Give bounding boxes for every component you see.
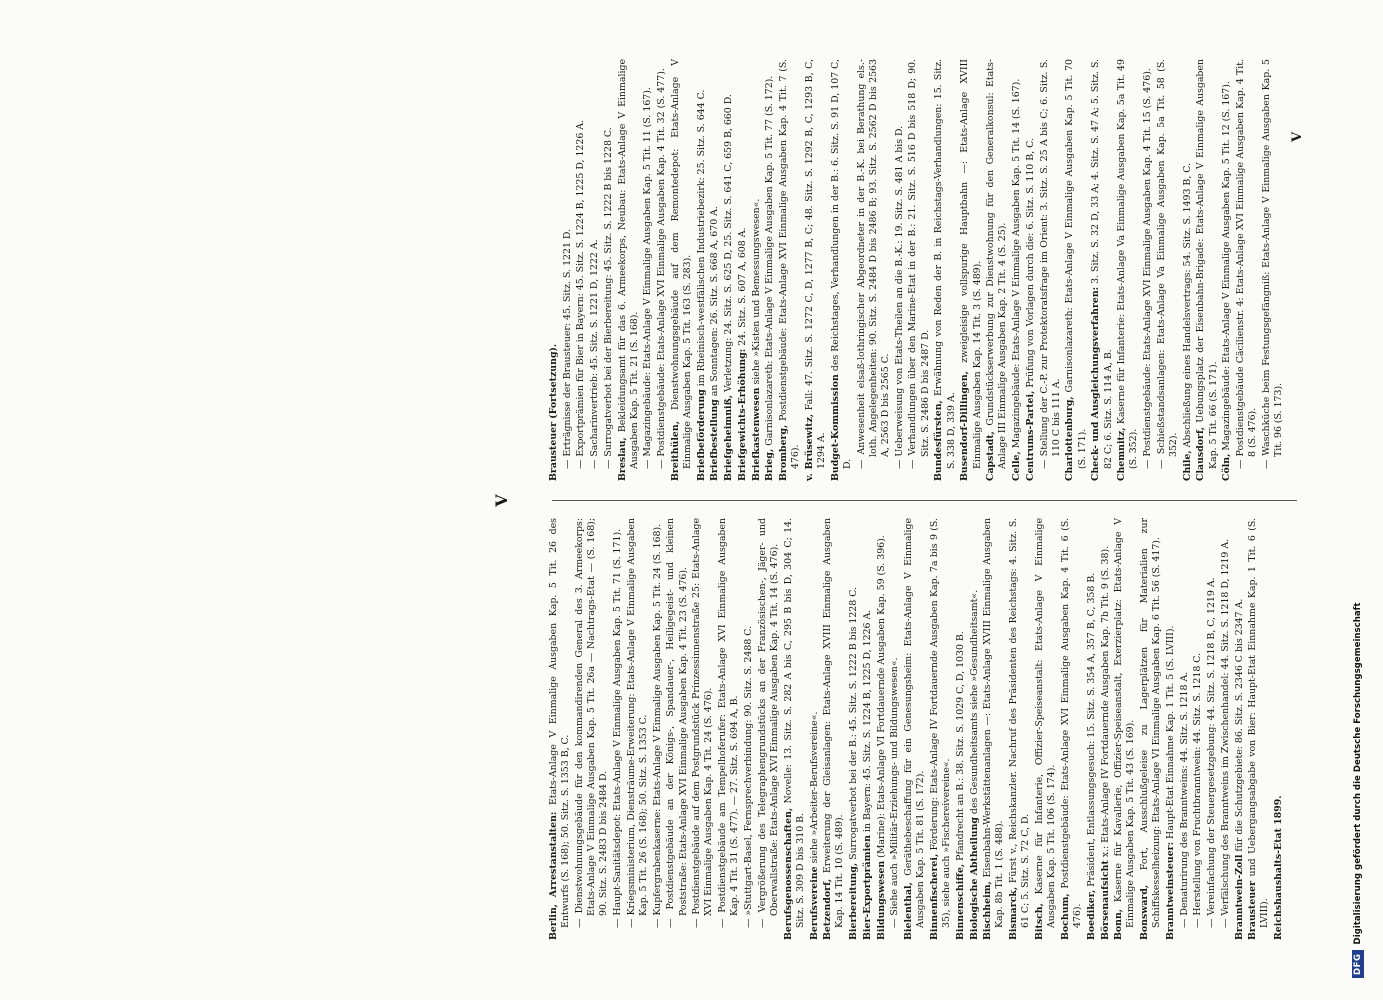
entry-keyword: Bielenthal, (902, 882, 914, 940)
left-column (548, 518, 1287, 940)
entry-text: Uebungsplatz der Eisenbahn-Brigade: Etats-Anlage V Einmalige Ausgaben Kap. 5 Tit. 66 (S. 171). (1195, 58, 1219, 469)
entry-keyword: Brausteuer (1247, 880, 1259, 940)
index-entry (691, 518, 715, 940)
entry-text: Garnisonlazareth: Etats-Anlage V Einmalige Ausgaben Kap. 5 Tit. 70 (S. 171). (1064, 59, 1088, 469)
index-entry (955, 518, 967, 940)
entry-dash: — (893, 456, 905, 469)
entry-keyword: Briefbeförderung (695, 389, 707, 481)
index-entry (982, 518, 1006, 940)
index-entry (1086, 518, 1098, 940)
index-entry (626, 518, 650, 940)
index-entry (1064, 59, 1088, 481)
entry-text: Vereinfachung der Steuergesetzgebung: 44. Sitz. S. 1218 B, C, 1219 A. (1206, 577, 1218, 916)
index-entry (617, 59, 641, 481)
index-entry (783, 518, 807, 940)
entry-text: Kaserne für Infanterie: Etats-Anlage Va Einmalige Ausgaben Kap. 5a Tit. 49 (S. 352). (1116, 59, 1140, 469)
entry-keyword: Bier-Exportprämien (861, 835, 873, 940)
entry-text: Präsident, Entlassungsgesuch: 15. Sitz. S. 354 A, 357 B, C, 358 B. (1085, 572, 1097, 887)
entry-text: Denaturirung des Branntweins: 44. Sitz. S. 1218 A. (1178, 671, 1190, 916)
index-entry (1116, 59, 1140, 481)
entry-dash: — (573, 913, 585, 928)
index-entry (696, 59, 708, 481)
entry-text: Sacharinvertrieb: 45. Sitz. S. 1221 D, 1222 A. (589, 239, 601, 457)
index-entry (830, 59, 854, 481)
entry-text: Prüfung von Vorlagen durch die: 6. Sitz. S. 110 B, C. (1024, 138, 1036, 388)
entry-text: Herstellung von Fruchtbranntwein: 44. Sitz. S. 1218 C. (1192, 652, 1204, 916)
entry-text: Kaserne für Kavallerie, Offizier-Speiseanstalt, Exerzierplatz: Etats-Anlage V Einmalige Ausgaben Kap. 5 Tit. 43 (S. 169). (1113, 517, 1137, 928)
index-entry (985, 59, 1009, 481)
entry-keyword: Chile, (1181, 450, 1193, 481)
index-entry (1034, 518, 1058, 940)
index-entry (778, 59, 802, 481)
entry-text: Anwesenheit elsaß-lothringischer Abgeordneter in der B.-K. bei Berathung els.-loth. Angelegenheiten: 90. Sitz. S. 2484 D bis 2486 B; 93. Sitz. S. 2562 D bis 2563 A, 2563 D bis 2565 C. (855, 59, 892, 457)
entry-text: Erträgnisse der Brausteuer: 45. Sitz. S. 1221 D. (561, 228, 573, 457)
entry-dash: — (756, 912, 768, 928)
right-column (548, 59, 1287, 481)
entry-dash: — (1235, 456, 1247, 469)
entry-keyword: Reichshaushalts-Etat 1899. (1273, 795, 1285, 940)
entry-text: 3. Sitz. S. 32 D, 33 A; 4. Sitz. S. 47 A; 5. Sitz. S. 82 C; 6. Sitz. S. 114 A, B. (1090, 58, 1114, 469)
index-entry (1139, 518, 1163, 940)
entry-text: Pfandrecht an B.: 38. Sitz. S. 1029 C, D, 1030 B. (954, 631, 966, 861)
index-entry (903, 518, 927, 940)
index-entry (548, 518, 572, 940)
index-entry (1220, 518, 1232, 940)
entry-dash: — (561, 456, 573, 469)
entry-text: Fall: 47. Sitz. S. 1272 C, D, 1277 B, C; 48. Sitz. S. 1292 B, C, 1293 B, C, 1294 A. (803, 59, 828, 469)
entry-keyword: Bochum, (1059, 893, 1071, 940)
entry-text: Fürst v., Reichskanzler. Nachruf des Präsidenten des Reichstags: 4. Sitz. S. 61 C; 5. Sitz. S. 72 C, D. (1008, 518, 1032, 928)
entry-dash: — (1038, 456, 1050, 469)
entry-text: Dienstwohnungsgebäude auf dem Remontedepot: Etats-Anlage V Einmalige Ausgaben Kap. 5 Tit. 163 (S. 283). (669, 59, 694, 469)
entry-keyword: Breslau, (616, 437, 628, 481)
entry-dash: — (1206, 915, 1218, 928)
entry-text: Magazingebäude: Etats-Anlage V Einmalige Ausgaben Kap. 5 Tit. 11 (S. 167). (642, 87, 654, 457)
entry-keyword: Cöln, (1221, 453, 1233, 481)
index-entry (1060, 518, 1084, 940)
entry-text: Haupt-Sanitätsdepot: Etats-Anlage V Einmalige Ausgaben Kap. 5 Tit. 71 (S. 171). (612, 528, 624, 916)
entry-text: Verfälschung des Branntweins im Zwischenhandel: 44. Sitz. S. 1218 D, 1219 A. (1219, 538, 1231, 916)
entry-text: siehe »Arbeiter-Berufsvereine«. (808, 711, 820, 864)
entry-dash: — (1155, 454, 1167, 469)
entry-text: 24. Sitz. S. 607 A, 608 A. (736, 227, 748, 346)
entry-text: Fort, Ausschlußgeleise zu Lagerplätzen für Materialien zur Schiffskesselheizung: Etats-Anlage VI Einmalige Ausgaben Kap. 6 Tit. 56 (S. 417). (1139, 517, 1163, 928)
entry-keyword: v. Brüsewitz, (803, 413, 815, 481)
index-entry (876, 518, 888, 940)
index-entry (652, 518, 664, 940)
index-entry (929, 518, 953, 940)
entry-text: »Stuttgart-Basel, Fernsprechverbindung: 90. Sitz. S. 2488 C. (743, 625, 755, 916)
entry-text: Siehe auch »Militär-Erziehungs- und Bildungswesen«. (889, 657, 901, 916)
entry-keyword: Breithülen, (669, 421, 681, 481)
index-entry (1156, 59, 1180, 481)
index-entry (1008, 518, 1032, 940)
entry-text: Verletzung: 24. Sitz. S. 625 D, 25. Sitz. S. 641 C, 659 B, 660 D. (723, 94, 735, 393)
index-entry (1165, 518, 1177, 940)
entry-dash: — (855, 454, 867, 469)
entry-keyword: Bonn, (1113, 908, 1125, 940)
entry-keyword: Celle, (1011, 451, 1023, 481)
entry-text: Verhandlungen über den Marine-Etat in der B.: 21. Sitz. S. 516 D bis 518 D; 90. Sitz. S. 2486 D bis 2487 D. (907, 59, 931, 457)
index-entry (933, 59, 957, 481)
entry-dash: — (1219, 915, 1231, 928)
entry-text: Etats-Anlage V Einmalige Ausgaben Kap. 5 Tit. 26 des Entwurfs (S. 168); 50. Sitz. S. 1353 B, C. (548, 518, 572, 928)
entry-text: und Uebergangsabgabe von Bier: Haupt-Etat Einnahme Kap. 1 Tit. 6 (S. LVIII). (1247, 518, 1271, 928)
entry-keyword: Bitsch, (1034, 903, 1046, 940)
entry-keyword: Bonsward, (1139, 884, 1151, 940)
entry-dash: — (665, 909, 677, 928)
entry-dash: — (656, 456, 668, 469)
entry-text: Bekleidungsamt für das 6. Armeekorps, Neubau: Etats-Anlage V Einmalige Ausgaben Kap. 5 Tit. 21 (S. 168). (616, 59, 640, 469)
entry-dash: — (602, 456, 614, 469)
entry-keyword: Branntweinsteuer: (1165, 841, 1177, 940)
entry-text: Erweiterung der Gleisanlagen: Etats-Anlage XVIII Einmalige Ausgaben Kap. 14 Tit. 10 (S. 489). (822, 517, 846, 928)
dfg-logo: DFG (1352, 950, 1364, 978)
index-entry (757, 518, 781, 940)
entry-keyword: Briefgewichts-Erhöhung: (736, 348, 748, 481)
entry-text: für die Schutzgebiete: 86. Sitz. S. 2346 C bis 2347 A. (1233, 598, 1245, 852)
entry-dash: — (612, 915, 624, 928)
catchword: V (1290, 131, 1305, 142)
entry-dash: — (642, 456, 654, 469)
entry-dash: — (889, 915, 901, 928)
entry-text: Novelle: 13. Sitz. S. 282 A bis C, 295 B bis D, 304 C; 14. Sitz. S. 309 D bis 310 B. (782, 518, 806, 928)
entry-text: Vergrößerung des Telegraphengrundstücks an der Französischen-, Jäger- und Oberwallstraße: Etats-Anlage XVI Einmalige Ausgaben Kap. 4 Tit. 14 (S. 476). (756, 518, 780, 916)
index-entry (709, 59, 721, 481)
entry-text: Exportprämien für Bier in Bayern: 45. Sitz. S. 1224 B, 1225 D, 1226 A. (575, 119, 587, 457)
entry-keyword: Brausteuer (Fortsetzung). (548, 343, 559, 481)
index-entry (959, 59, 983, 481)
entry-text: Haupt-Etat Einnahme Kap. 1 Tit. 5 (S. LVIII). (1165, 625, 1177, 839)
entry-keyword: Bischheim, (982, 881, 994, 940)
index-entry (764, 59, 776, 481)
entry-keyword: Boediker, (1085, 889, 1097, 940)
entry-keyword: Capstadt, (985, 431, 997, 481)
column-divider (552, 500, 1297, 501)
entry-text: Postdienstgebäude an der Königs-, Spandauer-, Heiligegeist- und kleinen Poststraße: Etats-Anlage XVI Einmalige Ausgaben Kap. 4 Tit. 23 (S. 476). (665, 518, 689, 916)
entry-dash: — (691, 914, 703, 928)
index-entry (1025, 59, 1037, 481)
index-entry (723, 59, 735, 481)
index-entry (1273, 518, 1285, 940)
entry-text: Postdienstgebäude: Etats-Anlage XVI Einmalige Ausgaben Kap. 4 Tit. 32 (S. 477). (656, 68, 668, 457)
index-entry (1234, 518, 1246, 940)
index-entry (889, 518, 901, 940)
index-entry (1090, 59, 1114, 481)
index-entry (856, 59, 893, 481)
entry-keyword: Briefgeheimniß, (723, 395, 735, 481)
entry-keyword: Bismarck, (1008, 886, 1020, 940)
entry-text: Postdienstgebäude auf dem Postgrundstück Prinzessinnenstraße 25: Etats-Anlage XVI Einmalige Ausgaben Kap. 4 Tit. 24 (S. 476). (691, 518, 715, 916)
index-entry (548, 59, 560, 481)
entry-dash: — (651, 915, 663, 928)
entry-keyword: Bierbereitung, (848, 862, 860, 940)
entry-keyword: Branntwein-Zoll (1233, 854, 1245, 940)
entry-text: Schießstandsanlagen: Etats-Anlage Va Einmalige Ausgaben Kap. 5a Tit. 58 (S. 352). (1155, 59, 1180, 457)
entry-dash: — (1178, 915, 1190, 928)
index-entry (717, 518, 741, 940)
entry-text: Waschküche beim Festungsgefängniß: Etats-Anlage V Einmalige Ausgaben Kap. 5 Tit. 96 (S. 173). (1260, 59, 1285, 457)
entry-text: Surrogatverbot bei der Bierbereitung: 45. Sitz. S. 1222 B bis 1228 C. (602, 127, 614, 457)
entry-keyword: Bildungswesen (875, 860, 887, 940)
index-entry (1011, 59, 1023, 481)
index-entry (907, 59, 931, 481)
index-entry (1192, 518, 1204, 940)
entry-dash: — (1192, 915, 1204, 928)
entry-dash: — (625, 915, 637, 928)
entry-keyword: Check- und Ausgleichungsverfahren: (1090, 286, 1102, 481)
entry-keyword: Bundesfürsten, (933, 400, 945, 481)
credit-text: Digitalisierung gefördert durch die Deutsche Forschungsgemeinschaft (1353, 602, 1363, 945)
entry-keyword: Briefbestellung (709, 399, 721, 481)
page-letter-heading: V (492, 493, 511, 507)
entry-keyword: Chemnitz, (1116, 427, 1128, 481)
entry-keyword: Biologische Abtheilung (968, 817, 980, 940)
entry-text: des Gesundheitsamts siehe »Gesundheitsamt«. (968, 589, 980, 815)
index-entry (603, 59, 615, 481)
index-entry (1247, 518, 1271, 940)
entry-text: an Sonntagen: 26. Sitz. S. 668 A, 670 A. (709, 206, 721, 397)
index-entry (737, 59, 749, 481)
index-entry (743, 518, 755, 940)
index-entry (751, 59, 763, 481)
entry-keyword: Budget-Kommission (829, 374, 841, 481)
entry-text: Kupfergrabenkaserne: Etats-Anlage V Einmalige Ausgaben Kap. 5 Tit. 24 (S. 168). (651, 523, 663, 916)
entry-text: Geräthebeschaffung für ein Genesungsheim: Etats-Anlage V Einmalige Ausgaben Kap. 5 Tit. 81 (S. 172). (902, 518, 927, 928)
entry-text: in Bayern: 45. Sitz. S. 1224 B, 1225 D, 1226 A. (861, 609, 873, 833)
entry-dash: — (1142, 456, 1154, 469)
index-entry (822, 518, 846, 940)
entry-keyword: Berufsvereine (808, 866, 820, 940)
entry-keyword: Brieg, (764, 448, 776, 481)
index-entry (1261, 59, 1285, 481)
index-entry (894, 59, 906, 481)
index-entry (862, 518, 874, 940)
index-entry (575, 59, 587, 481)
index-entry (1221, 59, 1233, 481)
index-entry (642, 59, 654, 481)
index-entry (562, 59, 574, 481)
index-entry (1142, 59, 1154, 481)
index-entry (574, 518, 611, 940)
entry-keyword: Briefkastenwesen (750, 387, 762, 481)
index-entry (612, 518, 624, 940)
index-entry (1179, 518, 1191, 940)
entry-keyword: Binnenfischerei, (928, 853, 940, 940)
entry-text: Eisenbahn-Werkstättenanlagen —: Etats-Anlage XVIII Einmalige Ausgaben Kap. 8b Tit. 1 (S. 488). (982, 518, 1006, 928)
index-entry (670, 59, 694, 481)
entry-keyword: Clausdorf, (1195, 426, 1207, 481)
index-entry (1113, 518, 1137, 940)
entry-text: des Reichstages, Verhandlungen in der B.: 6. Sitz. S. 91 D, 107 C, D. (829, 59, 853, 469)
index-entry (1039, 59, 1063, 481)
entry-text: Magazingebäude: Etats-Anlage V Einmalige Ausgaben Kap. 5 Tit. 14 (S. 167). (1011, 78, 1023, 449)
entry-text: Postdienstgebäude am Tempelhoferufer: Etats-Anlage XVI Einmalige Ausgaben Kap. 4 Tit. 31 (S. 477). — 27. Sitz. S. 694 A, B. (717, 517, 741, 916)
entry-text: x.: Etats-Anlage IV Fortdauernde Ausgaben Kap. 7b Tit. 9 (S. 38). (1099, 545, 1111, 858)
entry-text: Stellung der C.-P. zur Protektoratsfrage im Orient: 3. Sitz. S. 25 A bis C; 6. Sitz. S. 110 C bis 111 A. (1038, 59, 1062, 457)
index-entry (1182, 59, 1194, 481)
index-entry (848, 518, 860, 940)
entry-keyword: Börsenaufsicht (1099, 860, 1111, 940)
entry-keyword: Centrums-Partei, (1024, 390, 1036, 481)
entry-text: Surrogatverbot bei der B.: 45. Sitz. S. 1222 B bis 1228 C. (848, 586, 860, 860)
index-entry (1195, 59, 1219, 481)
index-entry (665, 518, 689, 940)
entry-keyword: Berufsgenossenschaften, (782, 807, 794, 940)
entry-keyword: Charlottenburg, (1064, 396, 1076, 481)
entry-text: Kriegsministerium, Diensträume-Erweiterung: Etats-Anlage V Einmalige Ausgaben Kap. 5 Tit. 26 (S. 168); 50. Sitz. S. 1353 C. (625, 518, 649, 916)
entry-keyword: Berlin, Arrestanstalten: (548, 811, 559, 940)
entry-text: Grundstückserwerbung zur Dienstwohnung für den Generalkonsul: Etats-Anlage III Einmalige Ausgaben Kap. 2 Tit. 4 (S. 25). (985, 59, 1009, 469)
entry-text: Erwähnung von Reden der B. in Reichstags-Verhandlungen: 15. Sitz. S. 338 D, 339 A. (933, 59, 957, 469)
index-entry (804, 59, 828, 481)
entry-keyword: Binnenschiffe, (954, 863, 966, 940)
entry-dash: — (575, 456, 587, 469)
entry-text: Förderung: Etats-Anlage IV Fortdauernde Ausgaben Kap. 7a bis 9 (S. 35), siehe auch »Fischereivereine«. (928, 518, 953, 928)
entry-text: im Rheinisch-westfälischen Industriebezirk: 25. Sitz. S. 644 C. (695, 89, 707, 387)
entry-text: zweigleisige vollspurige Hauptbahn —: Etats-Anlage XVIII Einmalige Ausgaben Kap. 14 Tit. 3 (S. 489). (959, 58, 983, 469)
entry-dash: — (743, 915, 755, 928)
entry-dash: — (907, 455, 919, 469)
entry-text: (Marine): Etats-Anlage VI Fortdauernde Ausgaben Kap. 59 (S. 396). (875, 535, 887, 858)
entry-dash: — (589, 456, 601, 469)
index-entry (809, 518, 821, 940)
index-entry (589, 59, 601, 481)
entry-text: Postdienstgebäude: Etats-Anlage XVI Einmalige Ausgaben Kap. 4 Tit. 15 (S. 476). (1142, 68, 1154, 457)
entry-keyword: Betzendorf, (822, 878, 834, 940)
entry-dash: — (1260, 455, 1272, 469)
entry-text: Dienstwohnungsgebäude für den kommandirenden General des 3. Armeekorps: Etats-Anlage V Einmalige Ausgaben Kap. 5 Tit. 26a — Nachtrags-Etat — (S. 168); 90. Sitz. S. 2483 D bis 2484 D. (573, 518, 610, 916)
entry-text: Garnisonlazareth: Etats-Anlage V Einmalige Ausgaben Kap. 5 Tit. 77 (S. 172). (764, 75, 776, 446)
entry-text: Abschließung eines Handelsvertrags: 54. Sitz. S. 1493 B, C. (1181, 162, 1193, 448)
digitization-credit (1352, 18, 1376, 978)
index-entry (969, 518, 981, 940)
entry-text: Postdienstgebäude Cäcilienstr. 4: Etats-Anlage XVI Einmalige Ausgaben Kap. 4 Tit. 8 (S. 476). (1235, 58, 1259, 457)
index-entry (1100, 518, 1112, 940)
index-entry (1206, 518, 1218, 940)
entry-text: siehe »Kisten und Bemessungswesen«. (750, 198, 762, 385)
entry-keyword: Bromberg, (777, 424, 789, 481)
entry-text: Postdienstgebäude: Etats-Anlage XVI Einmalige Ausgaben Kap. 4 Tit. 6 (S. 476). (1059, 518, 1084, 928)
index-entry (1235, 59, 1259, 481)
entry-keyword: Busendorf-Dillingen, (959, 371, 971, 481)
index-entry (656, 59, 668, 481)
entry-text: Magazingebäude: Etats-Anlage V Einmalige Ausgaben Kap. 5 Tit. 12 (S. 167). (1221, 81, 1233, 451)
entry-text: Kaserne für Infanterie, Offizier-Speiseanstalt: Etats-Anlage V Einmalige Ausgaben Kap. 5 Tit. 106 (S. 174). (1034, 518, 1058, 928)
entry-dash: — (717, 912, 729, 928)
entry-text: Postdienstgebäude: Etats-Anlage XVI Einmalige Ausgaben Kap. 4 Tit. 7 (S. 476). (777, 59, 802, 469)
entry-text: Ueberweisung von Etats-Theilen an die B.-K.: 19. Sitz. S. 481 A bis D. (893, 125, 905, 457)
